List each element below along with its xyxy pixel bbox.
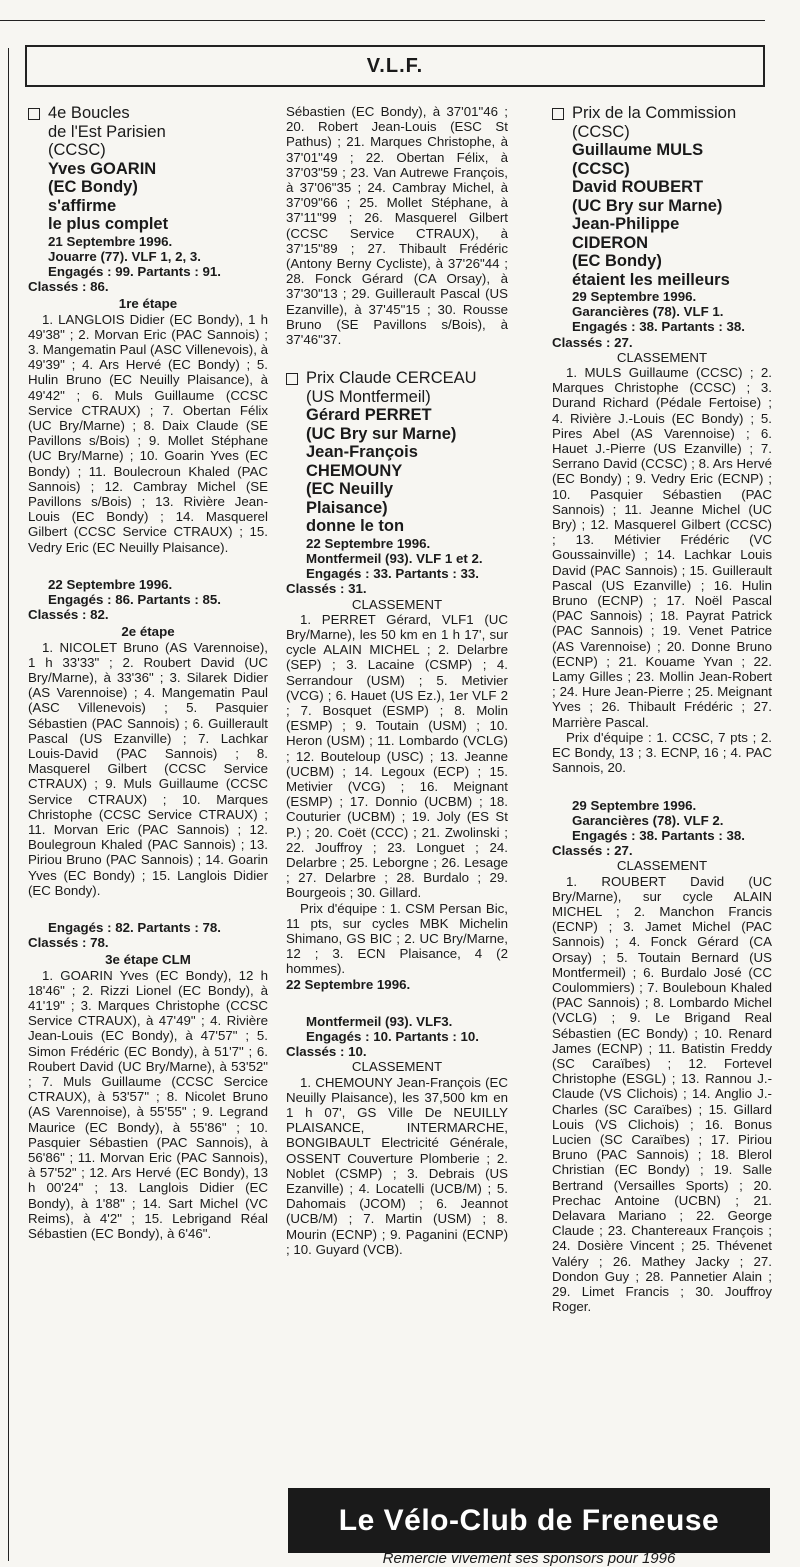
- race-place: Garancières (78). VLF 2.: [572, 812, 724, 828]
- stage-heading: 3e étape CLM: [105, 952, 191, 968]
- column-1: [28, 104, 268, 1241]
- checkbox-bullet-icon: [28, 108, 40, 120]
- race-entries: Engagés : 86. Partants : 85.: [48, 591, 221, 607]
- stage-results: 1. NICOLET Bruno (AS Varennoise), 1 h 33'33" ; 2. Roubert David (UC Bry/Marne), à 33'36" ; 3. Silarek Didier (AS Varennoise) ; 4. Mangematin Paul (ASC Villenevois) ; 5. Pasquier Sébastien (PAC Sannois) ; 6. Guillerault Pascal (US Ezanville) ; 7. Lachkar Louis-David (PAC Sannois) ; 8. Masquerel Gilbert (CCSC Service CTRAUX) ; 9. Muls Guillaume (CCSC Service CTRAUX) ; 10. Marques Christophe (CCSC Service CTRAUX) ; 11. Morvan Eric (PAC Sannois) ; 12. Boulegroun Khaled (PAC Sannois) ; 13. Piriou Bruno (PAC Sannois) ; 14. Goarin Yves (EC Bondy) ; 15. Langlois Didier (EC Bondy).: [28, 639, 268, 898]
- checkbox-bullet-icon: [286, 373, 298, 385]
- race-headline: Guillaume MULS (CCSC) David ROUBERT (UC Bry sur Marne) Jean-Philippe CIDERON (EC Bondy) étaient les meilleurs: [572, 141, 730, 289]
- section-title: V.L.F.: [366, 54, 424, 77]
- race-date: 22 Septembre 1996.: [48, 576, 173, 592]
- race-entries: Engagés : 10. Partants : 10.: [306, 1029, 479, 1045]
- race-place: Montfermeil (93). VLF3.: [306, 1013, 453, 1029]
- race-entries: Engagés : 82. Partants : 78.: [48, 920, 221, 936]
- race-place: Montfermeil (93). VLF 1 et 2.: [306, 550, 483, 566]
- classement-heading: CLASSEMENT: [351, 596, 443, 612]
- race-entries: Engagés : 33. Partants : 33.: [306, 566, 479, 582]
- results-continuation: Sébastien (EC Bondy), à 37'01"46 ; 20. Robert Jean-Louis (ESC St Pathus) ; 21. Marques Christophe, à 37'01"49 ; 22. Obertan Félix, à 37'03"59 ; 23. Van Autrewe François, à 37'06"35 ; 24. Cambray Michel, à 37'09"66 ; 25. Mollet Stéphane, à 37'11"99 ; 26. Masquerel Gilbert (CCSC Service CTRAUX), à 37'15"89 ; 27. Thibault Frédéric (Antony Berny Cycliste), à 37'26"44 ; 28. Fonck Gérard (CA Orsay), à 37'30"13 ; 29. Guillerault Pascal (US Ezanville), à 37'45"15 ; 30. Rousse Bruno (SE Pavillons s/Bois), à 37'46"37.: [286, 104, 508, 348]
- stage-heading: 2e étape: [121, 624, 175, 640]
- race-results: 1. PERRET Gérard, VLF1 (UC Bry/Marne), les 50 km en 1 h 17', sur cycle ALAIN MICHEL ; 2. Delarbre (SEP) ; 3. Lacaine (CSMP) ; 4. Serrandour (USM) ; 5. Metivier (VCG) ; 6. Hauet (US Ez.), 1er VLF 2 ; 7. Bosquet (ESMP) ; 8. Molin (ESMP) ; 9. Toutain (USM) ; 10. Heron (USM) ; 11. Lombardo (VCLG) ; 12. Bouteloup (USC) ; 13. Jeanne (UCBM) ; 14. Legoux (ECP) ; 15. Metivier (VCG) ; 16. Meignant (ESMP) ; 17. Donnio (UCBM) ; 18. Couturier (UCBM) ; 19. Joly (ES St P.) ; 20. Coët (CCC) ; 21. Zwolinski ; 22. Jouffroy ; 23. Longuet ; 24. Delarbre ; 25. Leborgne ; 26. Lesage ; 27. Delarbre ; 28. Burdalo ; 29. Bourgeois ; 30. Gillard.: [286, 611, 508, 901]
- club-banner-title: Le Vélo-Club de Freneuse: [338, 1503, 720, 1537]
- stage-results: 1. LANGLOIS Didier (EC Bondy), 1 h 49'38" ; 2. Morvan Eric (PAC Sannois) ; 3. Mangematin Paul (ASC Villenevois), à 49'39" ; 4. Ars Hervé (EC Bondy) ; 5. Hulin Bruno (EC Neuilly Plaisance), à 49'42" ; 6. Muls Guillaume (CCSC Service CTRAUX) ; 7. Obertan Félix (UC Bry/Marne) ; 8. Daix Claude (SE Pavillons s/Bois) ; 9. Mollet Stéphane (UC Bry/Marne) ; 10. Goarin Yves (EC Bondy) ; 11. Boulecroun Khaled (PAC Sannois) ; 12. Cambray Michel (SE Pavillons s/Bois) ; 13. Rivière Jean-Louis (EC Bondy) ; 14. Masquerel Gilbert (CCSC Service CTRAUX) ; 15. Vedry Eric (EC Neuilly Plaisance).: [28, 311, 268, 555]
- race-entries: Engagés : 38. Partants : 38.: [572, 319, 745, 335]
- race-classified: Classés : 27.: [552, 334, 633, 350]
- race-classified: Classés : 27.: [552, 843, 633, 859]
- stage-heading: 1re étape: [118, 296, 178, 312]
- club-banner: [288, 1488, 770, 1553]
- stage-2-block: [28, 577, 268, 898]
- race-classified: Classés : 10.: [286, 1044, 367, 1060]
- team-prize: Prix d'équipe : 1. CSM Persan Bic, 11 pts, sur cycles MBK Michelin Shimano, GS BIC ; 2. UC Bry/Marne, 12 ; 3. ECN Plaisance, 4 (2 hommes).: [286, 900, 508, 977]
- race-vlf3: [286, 1014, 508, 1257]
- race-date: 29 Septembre 1996.: [572, 289, 697, 304]
- race-title: Prix Claude CERCEAU (US Montfermeil): [286, 369, 508, 406]
- race-date: 29 Septembre 1996.: [572, 797, 697, 813]
- race-results: 1. MULS Guillaume (CCSC) ; 2. Marques Christophe (CCSC) ; 3. Durand Richard (Pédale Fertoise) ; 4. Rivière J.-Louis (EC Bondy) ; 5. Pires Abel (AS Varennoise) ; 6. Hauet J.-Pierre (US Ezanville) ; 7. Serrano David (CCSC) ; 8. Ars Hervé (EC Bondy) ; 9. Vedry Eric (ECNP) ; 10. Pasquier Sébastien (PAC Sannois) ; 11. Jeanne Michel (UC Bry) ; 12. Masquerel Gilbert (CCSC) ; 13. Métivier Frédéric (VC Goussainville) ; 14. Lachkar Louis David (PAC Sannois) ; 15. Guillerault Pascal (US Ezanville) ; 16. Hulin Bruno (ECNP) ; 17. Noël Pascal (PAC Sannois) ; 18. Payrat Patrick (PAC Sannois) ; 19. Venet Patrice (AS Varennoise) ; 20. Donne Bruno (ECNP) ; 21. Kouame Yvan ; 22. Lamy Gilles ; 23. Mollin Jean-Robert ; 24. Hure Jean-Pierre ; 25. Meignant Yves ; 26. Thibault Frédéric ; 27. Marrière Pascal.: [552, 365, 772, 730]
- top-rule: [0, 20, 765, 21]
- race-headline: Yves GOARIN (EC Bondy) s'affirme le plus complet: [48, 159, 169, 233]
- club-banner-subtitle: Remercie vivement ses sponsors pour 1996: [382, 1550, 676, 1567]
- race-boucles-est-parisien: [28, 104, 268, 555]
- left-rule: [8, 48, 9, 1561]
- race-vlf2: [552, 798, 772, 1315]
- checkbox-bullet-icon: [552, 108, 564, 120]
- race-place: Garancières (78). VLF 1.: [572, 304, 724, 320]
- race-classified: Classés : 31.: [286, 581, 367, 597]
- race-prix-claude-cerceau: [286, 369, 508, 992]
- race-date: 22 Septembre 1996.: [306, 535, 431, 551]
- race-prix-commission: [552, 104, 772, 776]
- team-prize: Prix d'équipe : 1. CCSC, 7 pts ; 2. EC Bondy, 13 ; 3. ECNP, 16 ; 4. PAC Sannois, 20.: [552, 729, 772, 776]
- section-header: [25, 45, 765, 87]
- race-date: 21 Septembre 1996.: [48, 233, 173, 249]
- stage-3-block: [28, 920, 268, 1241]
- race-entries: Engagés : 99. Partants : 91.: [48, 263, 221, 279]
- race-classified: Classés : 86.: [28, 279, 109, 295]
- race-results: 1. CHEMOUNY Jean-François (EC Neuilly Plaisance), les 37,500 km en 1 h 07', GS Ville De NEUILLY PLAISANCE, INTERMARCHE, BONGIBAULT Electricité Générale, OSSENT Couverture Plomberie ; 2. Noblet (CSMP) ; 3. Debrais (US Ezanville) ; 4. Locatelli (UCB/M) ; 5. Dahomais (JCOM) ; 6. Jeannot (UCB/M) ; 7. Martin (USM) ; 8. Mourin (ECNP) ; 9. Paganini (ECNP) ; 10. Guyard (VCB).: [286, 1074, 508, 1257]
- classement-heading: CLASSEMENT: [616, 349, 708, 365]
- race-place: Jouarre (77). VLF 1, 2, 3.: [48, 248, 201, 264]
- column-2: [286, 104, 508, 1257]
- race-headline: Gérard PERRET (UC Bry sur Marne) Jean-François CHEMOUNY (EC Neuilly Plaisance) donne le ton: [306, 406, 457, 536]
- race-classified: Classés : 78.: [28, 935, 109, 951]
- team-prize-date: 22 Septembre 1996.: [286, 976, 411, 992]
- race-title: Prix de la Commission (CCSC): [552, 104, 772, 141]
- stage-results: 1. GOARIN Yves (EC Bondy), 12 h 18'46" ; 2. Rizzi Lionel (EC Bondy), à 41'19" ; 3. Marques Christophe (CCSC Service CTRAUX), à 47'49" ; 4. Rivière Jean-Louis (EC Bondy), à 47'57" ; 5. Simon Frédéric (EC Bondy), à 51'7" ; 6. Roubert David (UC Bry/Marne), à 53'52" ; 7. Muls Guillaume (CCSC Sercice CTRAUX), à 53'57" ; 8. Nicolet Bruno (AS Varennoise), à 55'55" ; 9. Legrand Maurice (EC Bondy), à 55'86" ; 10. Pasquier Sébastien (PAC Sannois), à 56'86" ; 11. Morvan Eric (PAC Sannois), à 57'52" ; 12. Ars Hervé (EC Bondy), 13 h 00'24" ; 13. Langlois Didier (EC Bondy), à 1'88" ; 14. Sart Michel (VC Reims), à 4'2" ; 15. Lebrigand Réal Sébastien (EC Bondy), à 6'46".: [28, 967, 268, 1242]
- column-3: [552, 104, 772, 1314]
- club-banner-subtitle-wrap: [288, 1550, 770, 1567]
- classement-heading: CLASSEMENT: [351, 1059, 443, 1075]
- race-entries: Engagés : 38. Partants : 38.: [572, 827, 745, 843]
- race-classified: Classés : 82.: [28, 607, 109, 623]
- classement-heading: CLASSEMENT: [616, 858, 708, 874]
- race-results: 1. ROUBERT David (UC Bry/Marne), sur cycle ALAIN MICHEL ; 2. Manchon Francis (ECNP) ; 3. Jamet Michel (PAC Sannois) ; 4. Fonck Gérard (CA Orsay) ; 5. Toutain Bernard (US Montfermeil) ; 6. Burdalo José (CC Coulommiers) ; 7. Bouleboun Khaled (PAC Sannois) ; 8. Lombardo Michel (VCLG) ; 9. Le Brigand Real Sébastien (EC Bondy) ; 10. Renard James (ECNP) ; 11. Batistin Freddy (SC Caraïbes) ; 12. Fortevel Christophe (ESGL) ; 13. Rannou J.-Claude (VS Clichois) ; 14. Anglio J.-Charles (SC Caraïbes) ; 15. Gillard Louis (VS Clichois) ; 16. Bonus Lucien (SC Caraïbes) ; 17. Piriou Bruno (PAC Sannois) ; 18. Blerol Christian (EC Bondy) ; 19. Salle Bertrand (Versailles Sports) ; 20. Prechac Antoine (UCBN) ; 21. Delavara Mariano ; 22. George Claude ; 23. Chantereaux François ; 24. Dosière Vincent ; 25. Thévenet Valéry ; 26. Mathey Jacky ; 27. Dondon Guy ; 28. Pannetier Alain ; 29. Limet Francis ; 30. Jouffroy Roger.: [552, 873, 772, 1315]
- race-title: 4e Boucles de l'Est Parisien (CCSC): [28, 104, 268, 160]
